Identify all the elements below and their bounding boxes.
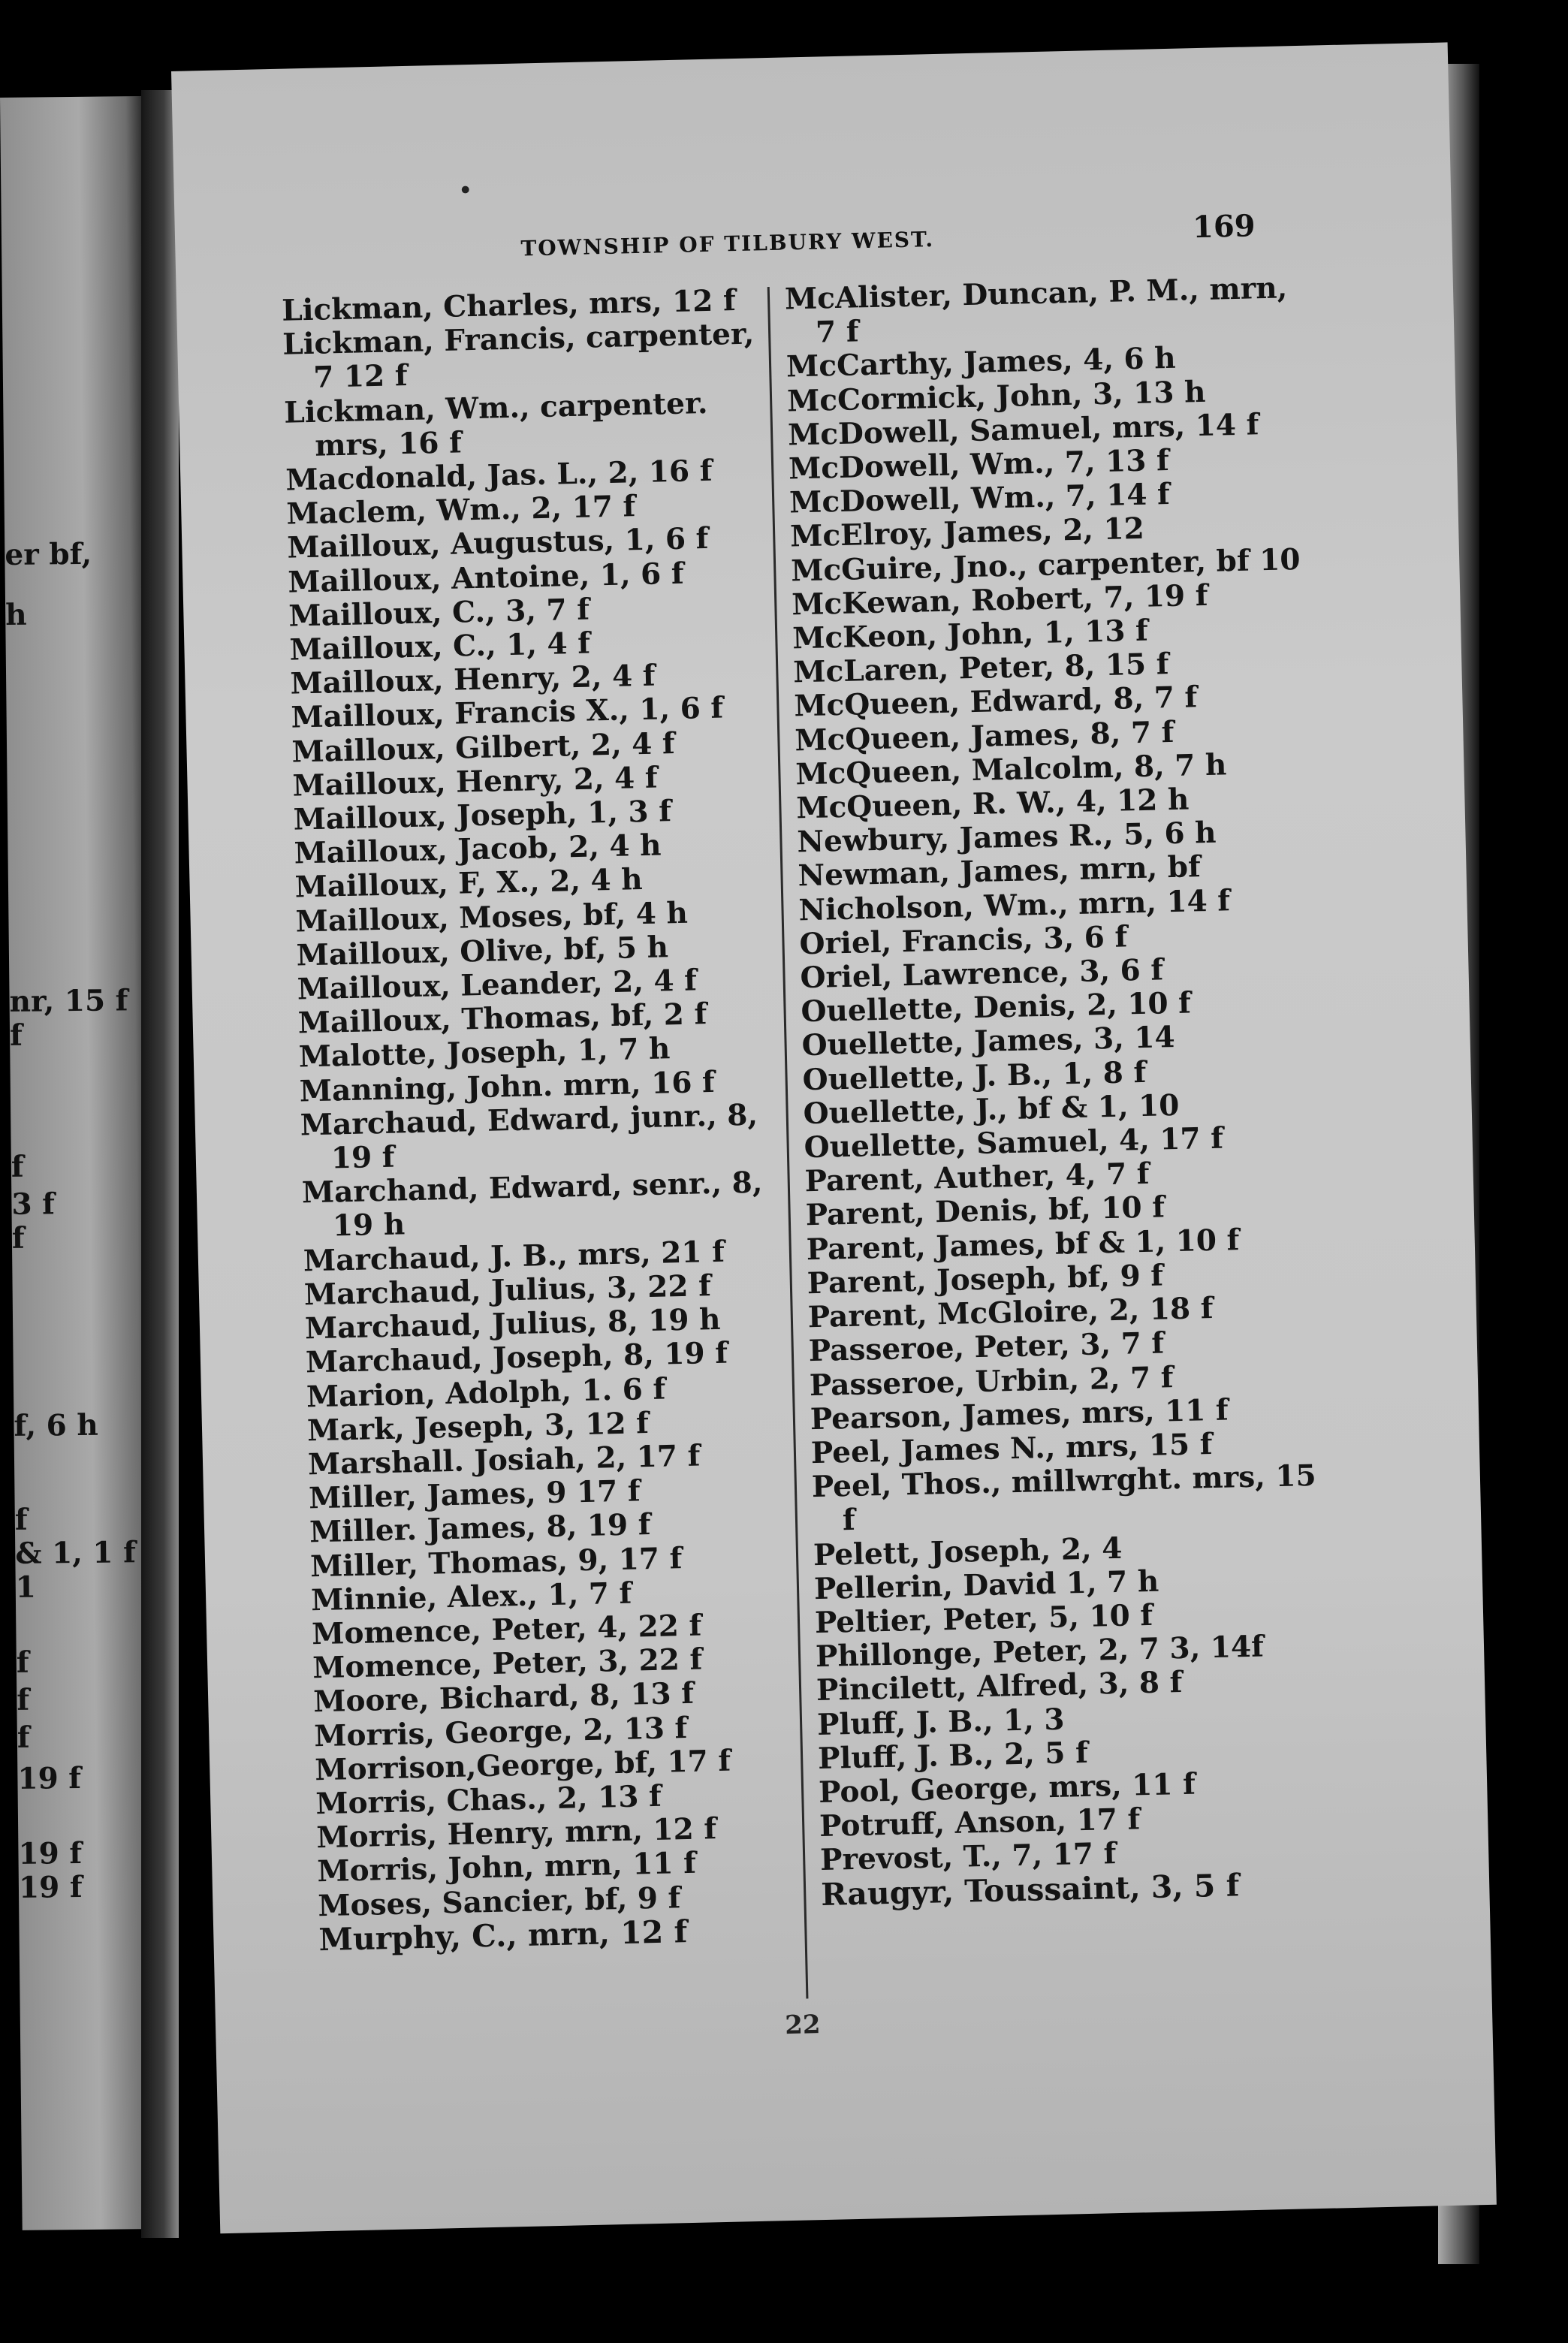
directory-entry: McDowell, Wm., 7, 13 f (788, 443, 1170, 487)
directory-entry: Parent, Joseph, bf, 9 f (807, 1258, 1164, 1301)
directory-entry: Peel, James N., mrs, 15 f (810, 1426, 1214, 1471)
directory-entry: Nicholson, Wm., mrn, 14 f (798, 882, 1231, 927)
directory-entry: Ouellette, Samuel, 4, 17 f (804, 1120, 1224, 1165)
directory-entry: Mailloux, Joseph, 1, 3 f (293, 794, 672, 837)
directory-entry: Morris, Henry, mrn, 12 f (315, 1811, 717, 1856)
directory-entry: Peltier, Peter, 5, 10 f (814, 1597, 1153, 1641)
directory-entry: McQueen, Malcolm, 8, 7 h (795, 747, 1227, 792)
directory-entry: Malotte, Joseph, 1, 7 h (298, 1031, 671, 1075)
left-page-fragments (0, 96, 143, 1905)
directory-entry: McQueen, Edward, 8, 7 f (793, 680, 1198, 724)
right-column (785, 271, 1347, 1912)
left-page-fragment: 19 f (18, 1869, 83, 1905)
directory-entry: Pellerin, David 1, 7 h (813, 1564, 1159, 1606)
left-page-fragment: f (17, 1682, 30, 1717)
directory-entry: Marchaud, Joseph, 8, 19 f (305, 1335, 728, 1380)
directory-entry: Lickman, Charles, mrs, 12 f (281, 283, 737, 328)
directory-entry: Parent, Denis, bf, 10 f (805, 1190, 1165, 1233)
directory-entry: Marchand, Edward, senr., 8, 19 h (301, 1165, 763, 1244)
directory-entry: Parent, McGloire, 2, 18 f (807, 1291, 1214, 1335)
left-page-fragment: nr, 15 f (9, 983, 128, 1019)
directory-entry: Morris, Chas., 2, 13 f (315, 1778, 662, 1822)
directory-entry: McCarthy, James, 4, 6 h (786, 341, 1177, 384)
directory-entry: Passeroe, Peter, 3, 7 f (808, 1325, 1165, 1369)
directory-entry: McDowell, Wm., 7, 14 f (789, 477, 1171, 520)
directory-entry: Mailloux, Francis X., 1, 6 f (291, 690, 724, 736)
directory-entry: Marchaud, Julius, 3, 22 f (303, 1268, 712, 1313)
directory-entry: Mailloux, C., 3, 7 f (288, 592, 590, 634)
directory-entry: Morris, George, 2, 13 f (313, 1710, 688, 1753)
directory-entry: Maclem, Wm., 2, 17 f (285, 489, 636, 532)
directory-entry: Mailloux, Henry, 2, 4 f (290, 658, 656, 701)
directory-entry: Newbury, James R., 5, 6 h (796, 815, 1217, 860)
left-column (282, 283, 800, 1957)
signature-mark: 22 (784, 2010, 822, 2041)
left-page-fragment: 19 f (17, 1760, 82, 1796)
directory-entry: Mailloux, Leander, 2, 4 f (297, 963, 698, 1007)
directory-entry: Lickman, Francis, carpenter, 7 12 f (282, 316, 755, 396)
running-head: TOWNSHIP OF TILBURY WEST. (520, 227, 935, 261)
directory-entry: McGuire, Jno., carpenter, bf 10 (790, 541, 1301, 589)
directory-entry: Miller, James, 9 17 f (308, 1473, 641, 1516)
directory-entry: Pearson, James, mrs, 11 f (810, 1392, 1229, 1437)
directory-entry: Morrison,George, bf, 17 f (314, 1743, 731, 1787)
left-page-fragment: f (14, 1502, 28, 1537)
directory-entry: Marchaud, Julius, 8, 19 h (304, 1301, 721, 1346)
directory-entry: McKeon, John, 1, 13 f (792, 613, 1149, 656)
directory-entry: Mailloux, Jacob, 2, 4 h (294, 828, 662, 871)
directory-entry: Oriel, Lawrence, 3, 6 f (800, 952, 1164, 996)
directory-entry: Marchaud, J. B., mrs, 21 f (303, 1234, 725, 1279)
directory-entry: Mailloux, Augustus, 1, 6 f (286, 521, 709, 566)
directory-entry: Peel, Thos., millwrght. mrs, 15 f (811, 1458, 1317, 1538)
left-page-fragment: 3 f (11, 1187, 56, 1222)
left-page-fragment: h (5, 597, 27, 632)
directory-entry: Parent, Auther, 4, 7 f (804, 1156, 1150, 1199)
left-page-fragment: f (16, 1645, 29, 1680)
directory-entry: Marshall. Josiah, 2, 17 f (307, 1438, 701, 1482)
directory-entry: Ouellette, Denis, 2, 10 f (801, 985, 1192, 1030)
directory-entry: Mailloux, Olive, bf, 5 h (296, 930, 669, 973)
left-page-fragment: f (11, 1149, 24, 1184)
directory-entry: McElroy, James, 2, 12 (789, 511, 1145, 554)
directory-entry: Momence, Peter, 3, 22 f (312, 1642, 703, 1686)
directory-entry: Parent, James, bf & 1, 10 f (806, 1222, 1240, 1267)
directory-entry: Manning, John. mrn, 16 f (299, 1064, 716, 1109)
directory-entry: Marchaud, Edward, junr., 8, 19 f (300, 1097, 758, 1176)
directory-entry: Miller, Thomas, 9, 17 f (309, 1540, 683, 1584)
left-page-fragment: f (11, 1220, 25, 1256)
directory-entry: McQueen, R. W., 4, 12 h (795, 782, 1190, 826)
directory-entry: Phillonge, Peter, 2, 7 3, 14f (815, 1629, 1265, 1675)
directory-entry: McCormick, John, 3, 13 h (786, 374, 1206, 419)
directory-entry: Lickman, Wm., carpenter. mrs, 16 f (283, 385, 708, 463)
directory-entry: Pool, George, mrs, 11 f (818, 1766, 1196, 1810)
directory-entry: Pincilett, Alfred, 3, 8 f (816, 1665, 1183, 1708)
directory-entry: Minnie, Alex., 1, 7 f (310, 1576, 632, 1618)
directory-entry: Potruff, Anson, 17 f (819, 1802, 1141, 1844)
left-page-fragment: f (17, 1720, 30, 1755)
directory-entry: Mailloux, Thomas, bf, 2 f (297, 997, 707, 1041)
directory-entry: Mailloux, Gilbert, 2, 4 f (291, 725, 676, 770)
directory-entry: Pluff, J. B., 1, 3 (816, 1702, 1065, 1742)
directory-entry: Raugyr, Toussaint, 3, 5 f (820, 1866, 1240, 1913)
directory-entry: McAlister, Duncan, P. M., mrn, 7 f (784, 270, 1288, 350)
directory-entry: Momence, Peter, 4, 22 f (311, 1608, 702, 1652)
directory-entry: Murphy, C., mrn, 12 f (318, 1913, 688, 1958)
directory-entry: Macdonald, Jas. L., 2, 16 f (285, 453, 713, 498)
left-page-fragment: er bf, (5, 536, 92, 572)
directory-entry: Passeroe, Urbin, 2, 7 f (809, 1359, 1174, 1403)
directory-entry: Mark, Jeseph, 3, 12 f (306, 1405, 650, 1449)
directory-entry: McDowell, Samuel, mrs, 14 f (787, 407, 1259, 453)
directory-entry: Pluff, J. B., 2, 5 f (817, 1735, 1089, 1776)
book-gutter (141, 90, 179, 2238)
directory-entry: Ouellette, J. B., 1, 8 f (802, 1054, 1147, 1097)
directory-entry: Oriel, Francis, 3, 6 f (799, 919, 1128, 962)
left-page-fragment: & 1, 1 f (15, 1535, 137, 1571)
directory-entry: McQueen, James, 8, 7 f (794, 714, 1174, 758)
directory-entry: Ouellette, James, 3, 14 (801, 1020, 1176, 1063)
directory-entry: Moses, Sancier, bf, 9 f (317, 1880, 681, 1923)
directory-entry: Pelett, Joseph, 2, 4 (813, 1530, 1123, 1573)
directory-entry: Morris, John, mrn, 11 f (316, 1846, 697, 1889)
directory-entry: McLaren, Peter, 8, 15 f (792, 647, 1169, 690)
directory-page (171, 42, 1497, 2233)
page-number: 169 (1192, 208, 1256, 246)
directory-entry: Ouellette, J., bf & 1, 10 (803, 1087, 1180, 1132)
header-mark: • (457, 175, 474, 207)
directory-entry: Newman, James, mrn, bf (798, 849, 1202, 894)
directory-entry: Mailloux, C., 1, 4 f (289, 626, 591, 668)
left-page-fragment: f (9, 1018, 23, 1053)
directory-entry: Moore, Bichard, 8, 13 f (312, 1676, 695, 1720)
directory-entry: Marion, Adolph, 1. 6 f (306, 1371, 666, 1414)
directory-entry: Mailloux, Henry, 2, 4 f (292, 760, 659, 804)
directory-entry: Prevost, T., 7, 17 f (819, 1836, 1117, 1878)
left-page-fragment: 1 (15, 1570, 37, 1605)
directory-entry: Mailloux, Antoine, 1, 6 f (287, 556, 685, 600)
directory-entry: Mailloux, F, X., 2, 4 h (294, 862, 644, 905)
left-page-fragment: 19 f (18, 1835, 83, 1871)
directory-entry: Miller. James, 8, 19 f (309, 1507, 651, 1550)
left-page-edge (0, 96, 165, 2230)
directory-entry: McKewan, Robert, 7, 19 f (791, 577, 1208, 623)
left-page-fragment: f, 6 h (14, 1407, 98, 1443)
directory-entry: Mailloux, Moses, bf, 4 h (295, 895, 689, 939)
